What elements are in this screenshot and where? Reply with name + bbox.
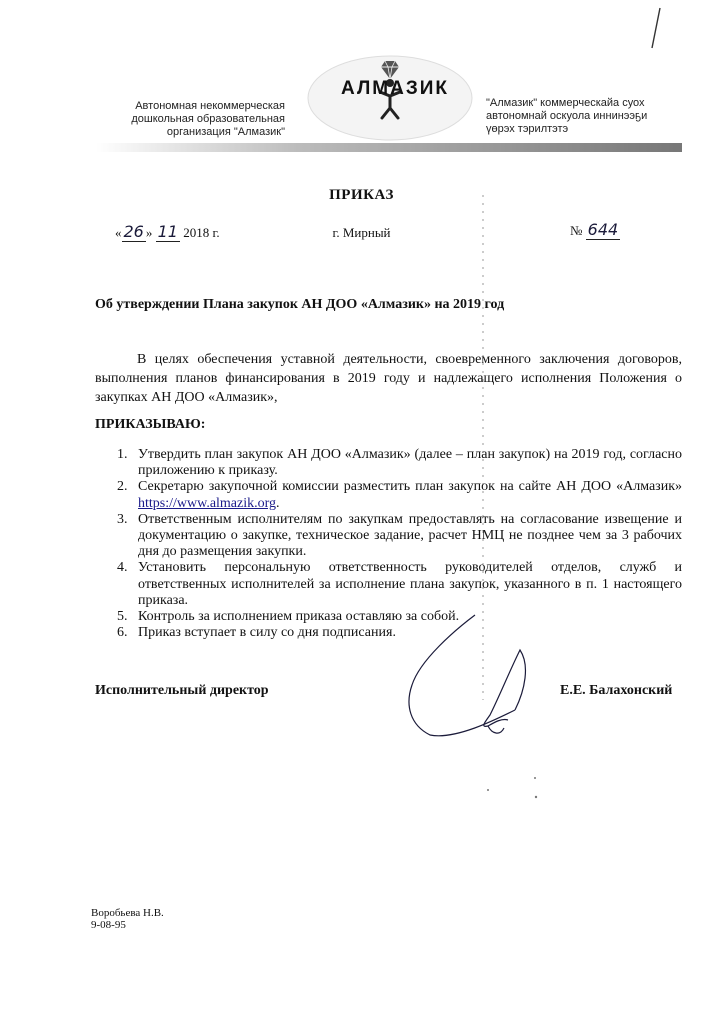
executor-name: Воробьева Н.В. xyxy=(91,907,164,919)
list-item: 1. Утвердить план закупок АН ДОО «Алмазик» (далее – план закупок) на 2019 год, согласно приложению к приказу. xyxy=(117,447,682,479)
date-day: 26 xyxy=(123,222,144,241)
preamble-paragraph: В целях обеспечения уставной деятельности, своевременного заключения договоров, выполнения планов финансирования в 2019 году и надлежащего исполнения Положения о закупках АН ДОО «Алмазик», xyxy=(95,352,682,405)
list-item: 4. Установить персональную ответственность руководителей отделов, служб и ответственных исполнителей за исполнение плана закупок, указанного в п. 1 настоящего приказа. xyxy=(117,560,682,608)
order-items xyxy=(95,447,682,641)
document-title: ПРИКАЗ xyxy=(329,187,394,203)
document-date: « 26 » 11 2018 г. xyxy=(115,222,220,241)
site-link[interactable]: https://www.almazik.org xyxy=(138,495,277,511)
document-number: № 644 xyxy=(570,220,619,239)
list-item: 5. Контроль за исполнением приказа оставляю за собой. xyxy=(117,609,460,625)
org-name-russian: Автономная некоммерческая дошкольная образовательная организация "Алмазик" xyxy=(131,100,285,138)
list-item: 3. Ответственным исполнителям по закупкам предоставлять на согласование извещение и документацию о закупке, техническое задание, расчет НМЦ не позднее чем за 3 рабочих дня до размещения закупки. xyxy=(117,511,682,560)
signer-name: Е.Е. Балахонский xyxy=(560,683,673,698)
document-subject: Об утверждении Плана закупок АН ДОО «Алмазик» на 2019 год xyxy=(95,297,505,312)
list-item: 2. Секретарю закупочной комиссии разместить план закупок на сайте АН ДОО «Алмазик» https://www.almazik.org. xyxy=(117,479,682,511)
list-item: 6. Приказ вступает в силу со дня подписания. xyxy=(117,625,396,641)
signer-position: Исполнительный директор xyxy=(95,683,269,698)
header-band xyxy=(96,143,682,152)
executor-phone: 9-08-95 xyxy=(91,919,126,931)
decree-heading: ПРИКАЗЫВАЮ: xyxy=(95,417,206,432)
handwritten-signature xyxy=(400,610,580,750)
date-month: 11 xyxy=(157,222,178,241)
document-city: г. Мирный xyxy=(332,225,391,240)
logo-text: АЛМАЗИК xyxy=(341,78,449,99)
org-name-yakut: "Алмазик" коммерческайа суох автономнай оскуола иннинээҕи үөрэх тэрилтэтэ xyxy=(486,97,648,135)
executor-info xyxy=(91,907,164,931)
number-value: 644 xyxy=(587,220,619,239)
